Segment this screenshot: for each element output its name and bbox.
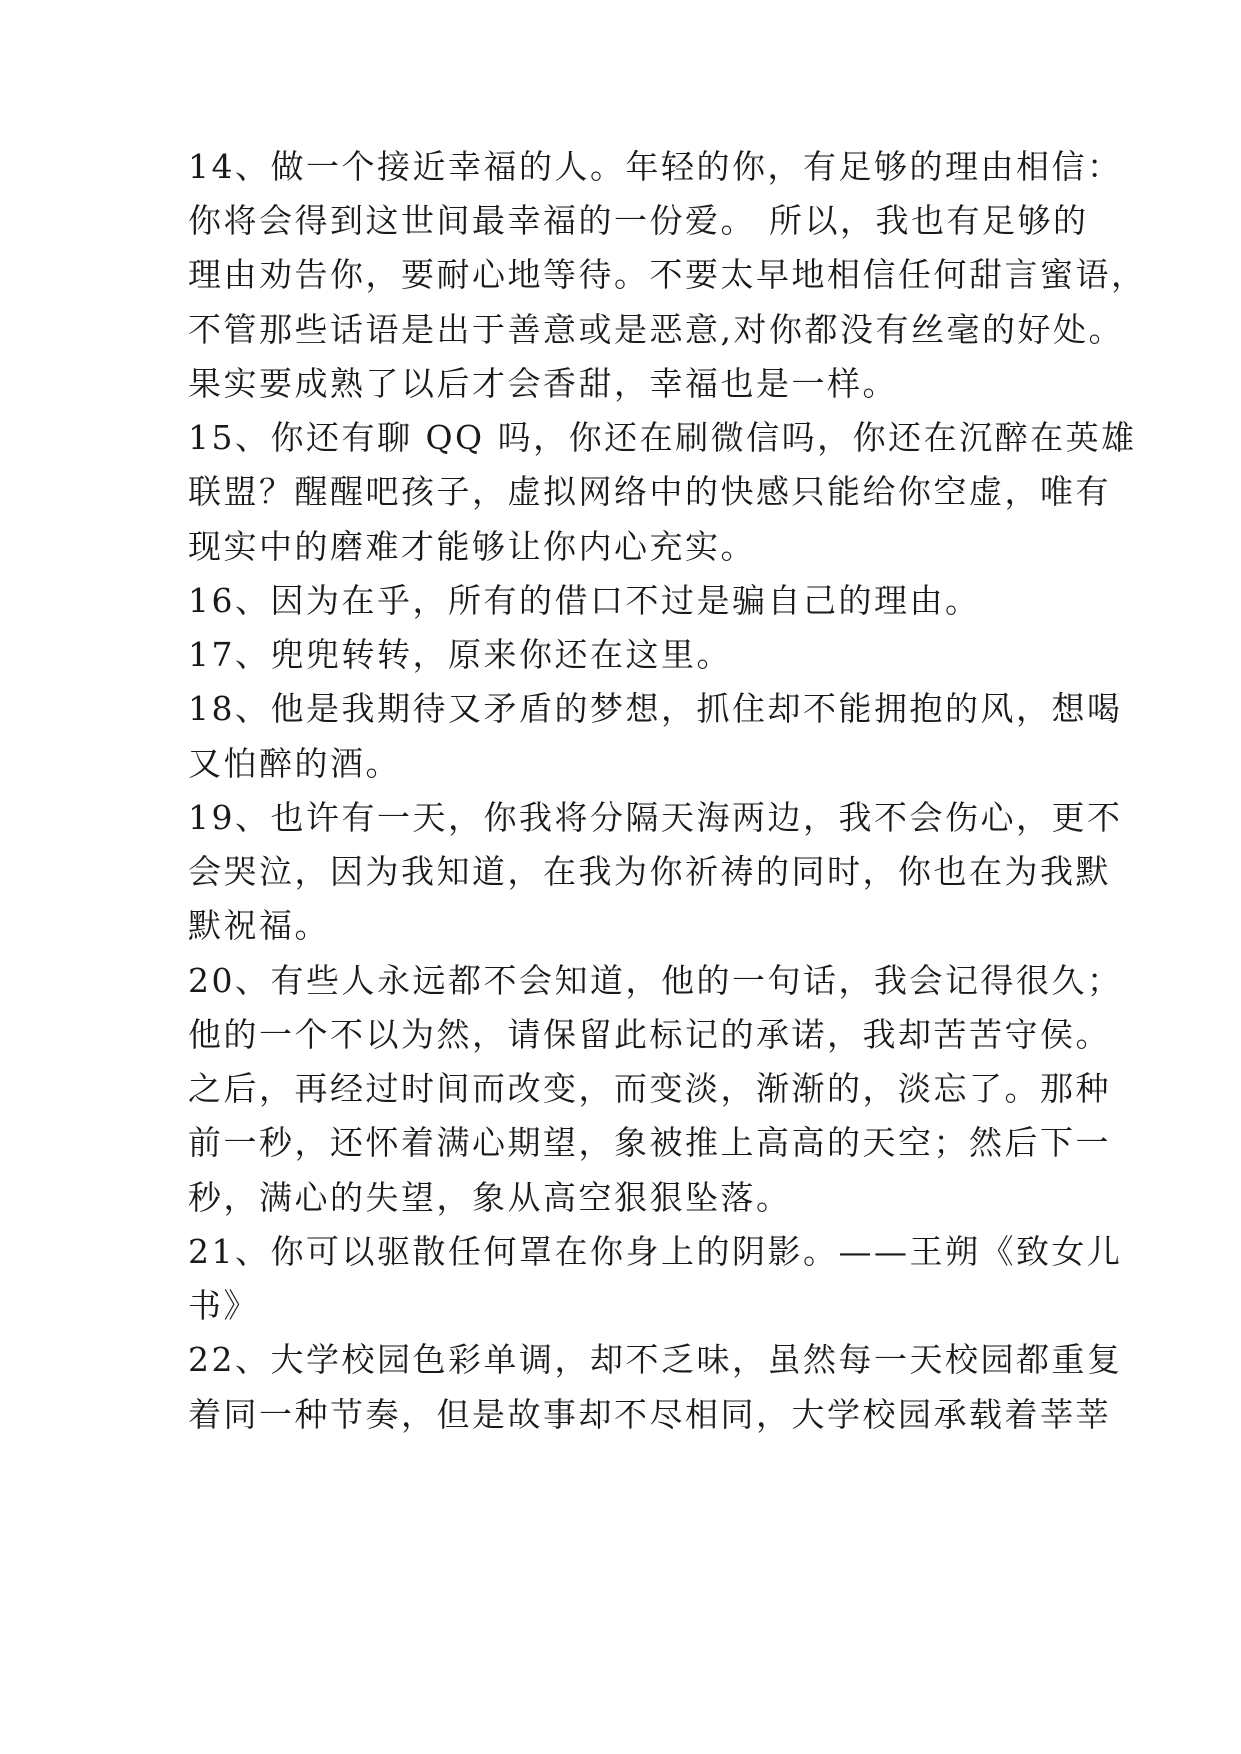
text-line: 20、有些人永远都不会知道，他的一句话，我会记得很久； [188,961,1123,1000]
text-line: 他的一个不以为然，请保留此标记的承诺，我却苦苦守侯。 [188,1015,1111,1054]
text-line: 16、因为在乎，所有的借口不过是骗自己的理由。 [188,581,981,620]
text-line: 着同一种节奏，但是故事却不尽相同，大学校园承载着莘莘 [188,1395,1111,1434]
text-line: 15、你还有聊 QQ 吗，你还在刷微信吗，你还在沉醉在英雄 [188,418,1137,457]
text-line: 秒，满心的失望，象从高空狠狠坠落。 [188,1178,792,1217]
text-line: 理由劝告你，要耐心地等待。不要太早地相信任何甜言蜜语， [188,255,1147,294]
text-line: 书》 [188,1286,259,1325]
text-line: 又怕醉的酒。 [188,744,401,783]
text-line: 14、做一个接近幸福的人。年轻的你，有足够的理由相信： [188,147,1123,186]
text-line: 联盟？醒醒吧孩子，虚拟网络中的快感只能给你空虚，唯有 [188,472,1111,511]
text-line: 22、大学校园色彩单调，却不乏味，虽然每一天校园都重复 [188,1340,1123,1379]
text-line: 17、兜兜转转，原来你还在这里。 [188,635,732,674]
text-line: 不管那些话语是出于善意或是恶意,对你都没有丝毫的好处。 [188,310,1124,349]
text-line: 你将会得到这世间最幸福的一份爱。 所以，我也有足够的 [188,201,1089,240]
text-line: 前一秒，还怀着满心期望，象被推上高高的天空；然后下一 [188,1123,1111,1162]
text-line: 现实中的磨难才能够让你内心充实。 [188,527,756,566]
text-line: 之后，再经过时间而改变，而变淡，渐渐的，淡忘了。那种 [188,1069,1111,1108]
text-line: 果实要成熟了以后才会香甜，幸福也是一样。 [188,364,898,403]
text-line: 18、他是我期待又矛盾的梦想，抓住却不能拥抱的风，想喝 [188,689,1123,728]
text-line: 19、也许有一天，你我将分隔天海两边，我不会伤心，更不 [188,798,1123,837]
text-line: 会哭泣，因为我知道，在我为你祈祷的同时，你也在为我默 [188,852,1111,891]
text-line: 21、你可以驱散任何罩在你身上的阴影。——王朔《致女儿 [188,1232,1123,1271]
text-line: 默祝福。 [188,906,330,945]
